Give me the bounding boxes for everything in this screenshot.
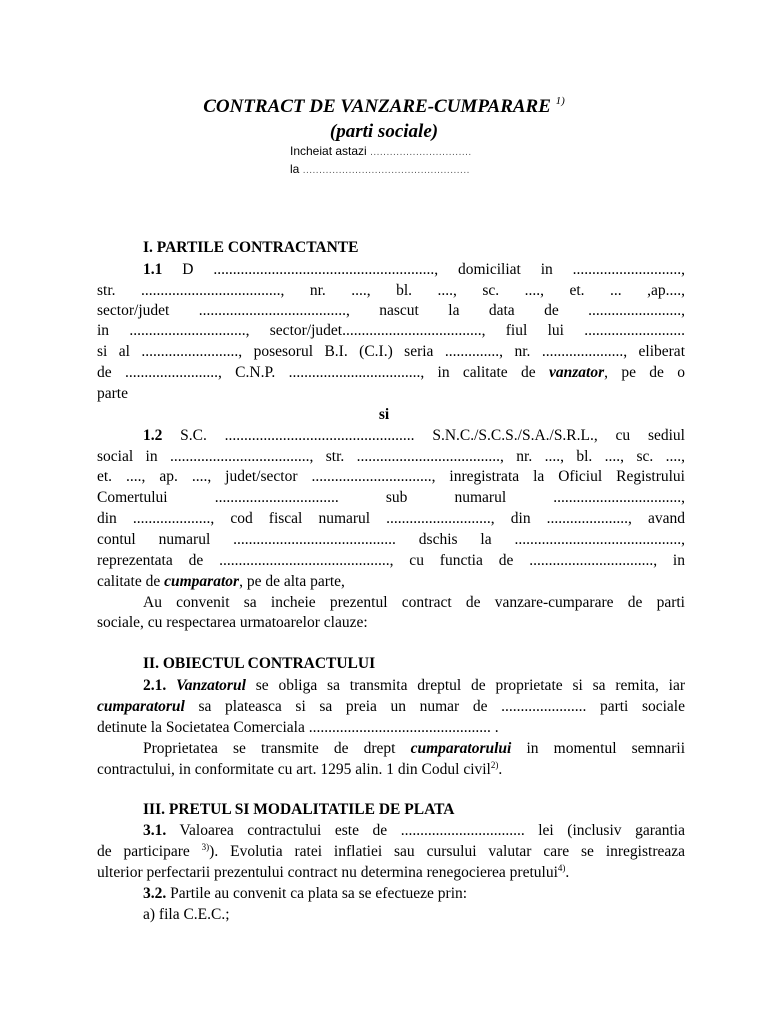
buyer-line-4: Comertului ................................ sub numarul ................................., bbox=[97, 489, 685, 506]
object-line-1: 2.1. Vanzatorul se obliga sa transmita dreptul de proprietate si sa remita, iar bbox=[143, 677, 686, 694]
price-line-1: 3.1. Valoarea contractului este de ................................ lei (inclusiv garantia bbox=[143, 822, 685, 839]
object-line-3: detinute la Societatea Comerciala ............................................... . bbox=[97, 719, 499, 736]
contract-subtitle: (parti sociale) bbox=[329, 121, 439, 142]
section-2-heading: II. OBIECTUL CONTRACTULUI bbox=[143, 655, 376, 672]
contract-title: CONTRACT DE VANZARE-CUMPARARE $^{1)}$ bbox=[203, 95, 565, 117]
seller-line-4: in .............................., sector/judet...................................., fiul lui .......................... bbox=[97, 322, 685, 339]
footnote-1: 1) bbox=[555, 95, 565, 107]
section-1-heading: I. PARTILE CONTRACTANTE bbox=[143, 239, 359, 256]
seller-line-7: parte bbox=[97, 385, 128, 402]
buyer-line-8: calitate de cumparator, pe de alta parte, bbox=[97, 573, 345, 590]
agreement-line-2: sociale, cu respectarea urmatoarelor clauze: bbox=[97, 614, 368, 631]
and-separator: si bbox=[378, 406, 390, 423]
buyer-line-5: din ...................., cod fiscal numarul ..........................., din ....................., avand bbox=[97, 510, 685, 527]
object-line-2: cumparatorul sa plateasca si sa preia un numar de ...................... parti sociale bbox=[97, 698, 685, 715]
seller-line-3: sector/judet ......................................, nascut la data de ........................, bbox=[97, 302, 685, 319]
agreement-line-1: Au convenit sa incheie prezentul contract de vanzare-cumparare de parti bbox=[143, 594, 685, 611]
price-line-3: ulterior perfectarii prezentului contract nu determina renegocierea pretului$^{4)}$. bbox=[97, 863, 570, 881]
transfer-line-2: contractului, in conformitate cu art. 1295 alin. 1 din Codul civil$^{2)}$. bbox=[97, 760, 503, 778]
buyer-line-6: contul numarul .......................................... dschis la ..........................................., bbox=[97, 531, 685, 548]
buyer-line-3: et. ...., ap. ...., judet/sector ..............................., inregistrata la Oficiul Registrului bbox=[97, 468, 685, 485]
section-3-heading: III. PRETUL SI MODALITATILE DE PLATA bbox=[143, 801, 455, 818]
footnote-2: 2) bbox=[490, 760, 499, 770]
buyer-line-7: reprezentata de ............................................, cu functia de ................................, in bbox=[97, 552, 685, 569]
payment-item-a: a) fila C.E.C.; bbox=[143, 906, 230, 923]
la-line: la ................................................... bbox=[290, 162, 470, 176]
seller-line-6: de ........................, C.N.P. .................................., in calitate de vanzator, pe de o bbox=[97, 364, 686, 381]
seller-line-5: si al ........................., posesorul B.I. (C.I.) seria .............., nr. ....................., eliberat bbox=[97, 343, 685, 360]
buyer-line-1: 1.2 S.C. ................................................. S.N.C./S.C.S./S.A./S.R.L., cu sediul bbox=[143, 427, 685, 444]
seller-line-1: 1.1 D ........................................................., domiciliat in ............................, bbox=[143, 261, 686, 278]
payment-line: 3.2. Partile au convenit ca plata sa se efectueze prin: bbox=[143, 885, 468, 902]
price-line-2: de participare $^{3)}$). Evolutia ratei inflatiei sau cursului valutar care se inregistreaza bbox=[97, 842, 685, 860]
incheiat-line: Incheiat astazi ............................... bbox=[290, 144, 472, 158]
seller-line-2: str. ...................................., nr. ...., bl. ...., sc. ...., et. ... ,ap...., bbox=[97, 282, 685, 299]
transfer-line-1: Proprietatea se transmite de drept cumparatorului in momentul semnarii bbox=[143, 740, 685, 757]
footnote-4: 4) bbox=[557, 863, 566, 873]
footnote-3: 3) bbox=[201, 842, 210, 852]
buyer-line-2: social in ...................................., str. ....................................., nr. ...., bl. ...., sc. ...., bbox=[97, 448, 685, 465]
